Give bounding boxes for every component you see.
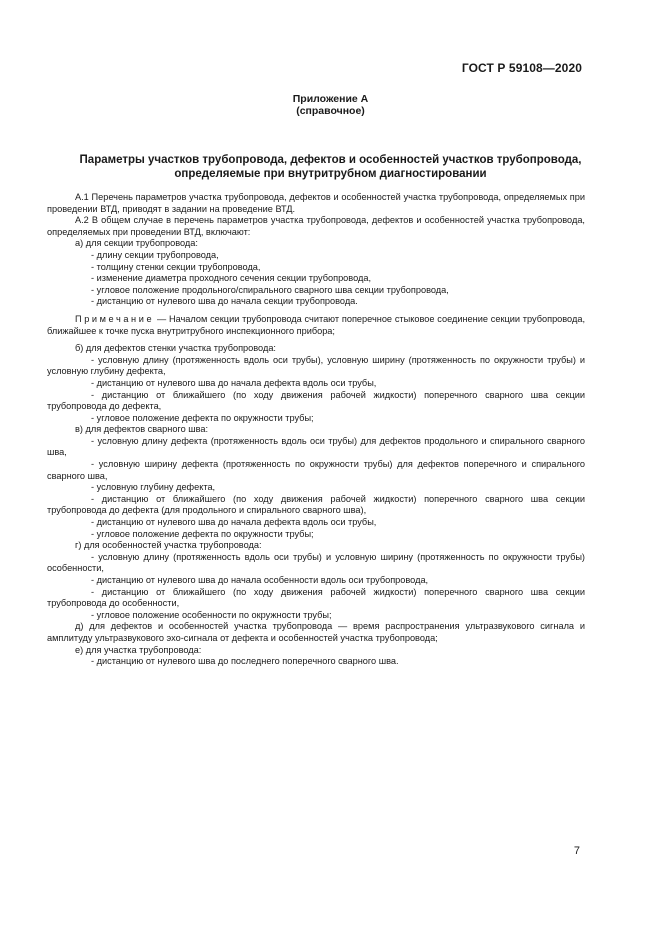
list-item: - дистанцию от ближайшего (по ходу движения рабочей жидкости) поперечного сварного шва секции трубопровода до дефекта (для продольного и спирального сварного шва), bbox=[47, 493, 585, 516]
list-item: - дистанцию от ближайшего (по ходу движения рабочей жидкости) поперечного сварного шва секции трубопровода до особенности, bbox=[47, 586, 585, 609]
appendix-title: Приложение А bbox=[292, 93, 369, 105]
list-item: - угловое положение особенности по окружности трубы; bbox=[91, 609, 332, 620]
note-text: — Началом секции трубопровода считают поперечное стыковое соединение секции трубопровода, ближайшее к точке пуска внутритрубного инспекционного прибора; bbox=[47, 313, 585, 336]
list-item: - дистанцию от нулевого шва до начала особенности вдоль оси трубопровода, bbox=[91, 575, 429, 585]
title-line-1: Параметры участков трубопровода, дефектов и особенностей участков трубопровода, bbox=[79, 154, 582, 166]
list-heading: б) для дефектов стенки участка трубопровода: bbox=[75, 343, 276, 354]
note-label: Примечание bbox=[75, 313, 155, 324]
appendix-subtitle: (справочное) bbox=[296, 105, 365, 117]
list-heading: г) для особенностей участка трубопровода: bbox=[75, 540, 262, 551]
list-heading: д) для дефектов и особенностей участка трубопровода — время распространения ультразвукового сигнала и амплитуду ультразвукового эхо-сигнала от дефекта и особенностей участка трубопровода; bbox=[47, 621, 585, 643]
list-item: - изменение диаметра проходного сечения секции трубопровода, bbox=[91, 273, 371, 284]
list-item: - толщину стенки секции трубопровода, bbox=[91, 261, 261, 272]
list-item: - дистанцию от нулевого шва до начала дефекта вдоль оси трубы, bbox=[91, 377, 377, 388]
list-item: - условную глубину дефекта, bbox=[91, 482, 216, 493]
document-body bbox=[47, 192, 585, 668]
list-item: - условную ширину дефекта (протяженность по окружности трубы) для дефектов поперечного и спирального сварного шва, bbox=[47, 459, 585, 481]
list-item: - условную длину дефекта (протяженность вдоль оси трубы) для дефектов продольного и спирального сварного шва, bbox=[47, 435, 585, 458]
list-heading: а) для секции трубопровода: bbox=[75, 238, 198, 249]
list-item: - длину секции трубопровода, bbox=[91, 249, 219, 260]
list-item: - угловое положение продольного/спирального сварного шва секции трубопровода, bbox=[91, 284, 449, 295]
list-item: - дистанцию от нулевого шва до начала секции трубопровода. bbox=[91, 296, 358, 307]
title-line-2: определяемые при внутритрубном диагностировании bbox=[174, 168, 487, 180]
list-item: - условную длину (протяженность вдоль оси трубы), условную ширину (протяженность по окружности трубы) и условную глубину дефекта, bbox=[47, 354, 585, 377]
standard-number: ГОСТ Р 59108—2020 bbox=[461, 61, 582, 75]
list-item: - дистанцию от нулевого шва до начала дефекта вдоль оси трубы, bbox=[91, 517, 377, 528]
list-item: - угловое положение дефекта по окружности трубы; bbox=[91, 412, 314, 423]
list-item: - дистанцию от нулевого шва до последнего поперечного сварного шва. bbox=[91, 656, 399, 667]
list-item: - условную длину (протяженность вдоль оси трубы) и условную ширину (протяженность по окружности трубы) особенности, bbox=[47, 551, 585, 574]
list-item: - угловое положение дефекта по окружности трубы; bbox=[91, 528, 314, 539]
page-number: 7 bbox=[573, 845, 580, 857]
appendix-heading bbox=[0, 93, 661, 117]
note-paragraph bbox=[47, 314, 585, 337]
paragraph: А.2 В общем случае в перечень параметров участка трубопровода, дефектов и особенностей участка трубопровода, определяемых при проведении ВТД, включают: bbox=[47, 215, 585, 237]
paragraph: А.1 Перечень параметров участка трубопровода, дефектов и особенностей участка трубопровода, определяемых при проведении ВТД, приводят в задании на проведение ВТД. bbox=[47, 192, 585, 214]
list-item: - дистанцию от ближайшего (по ходу движения рабочей жидкости) поперечного сварного шва секции трубопровода до дефекта, bbox=[47, 389, 585, 412]
list-heading: в) для дефектов сварного шва: bbox=[75, 424, 209, 435]
document-title bbox=[40, 153, 621, 181]
list-heading: е) для участка трубопровода: bbox=[75, 644, 202, 655]
